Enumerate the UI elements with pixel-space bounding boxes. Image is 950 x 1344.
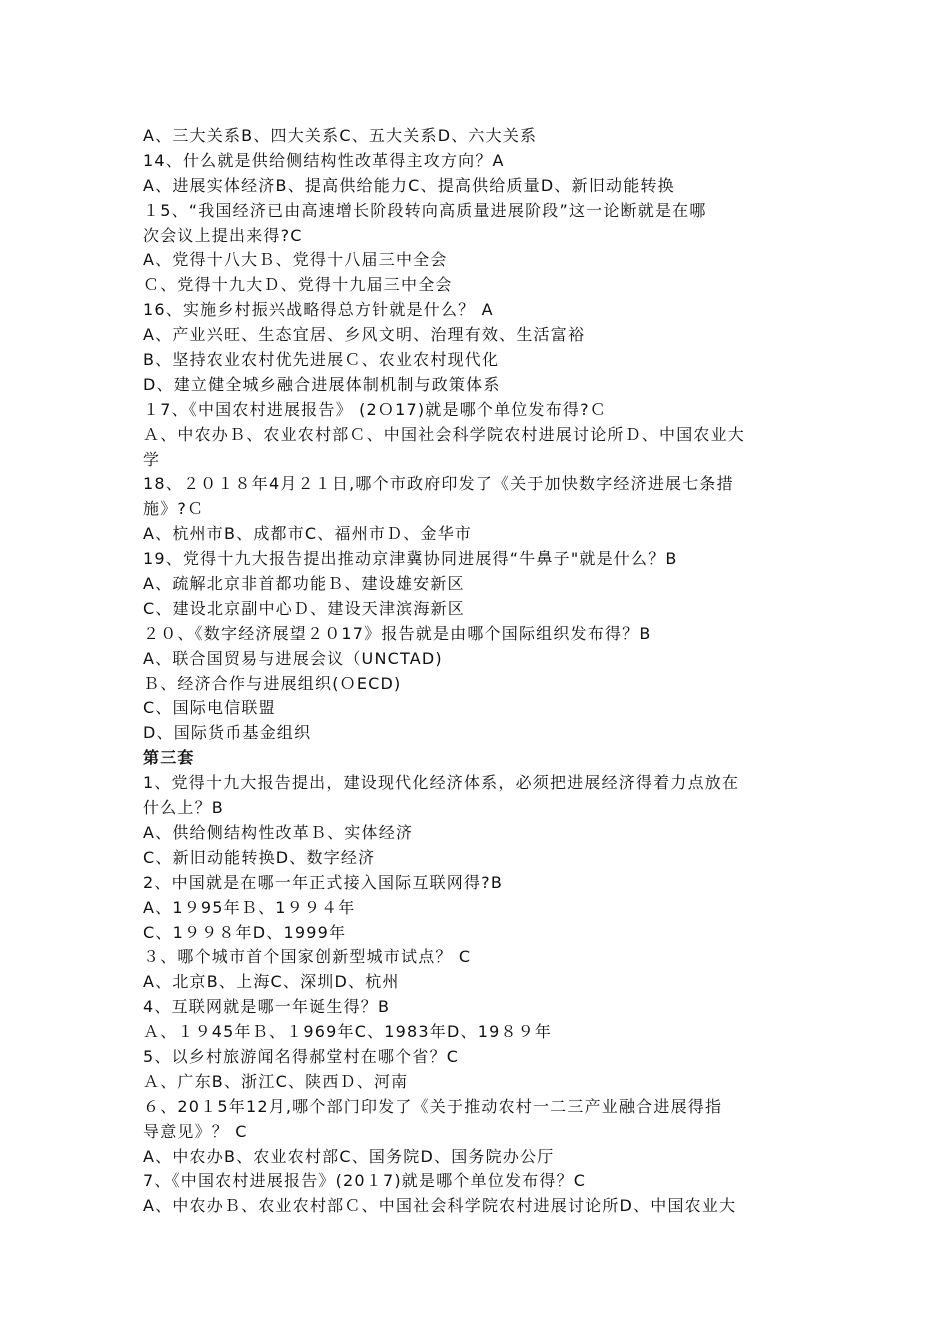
- text-line: Ｂ、经济合作与进展组织(ＯECD): [143, 673, 402, 693]
- text-line: C、1９９８年D、1999年: [143, 922, 347, 942]
- text-line: C、国际电信联盟: [143, 698, 276, 718]
- text-line: A、党得十八大Ｂ、党得十八届三中全会: [143, 250, 448, 270]
- text-line: Ａ、广东B、浙江C、陕西Ｄ、河南: [143, 1071, 409, 1091]
- text-line: A、1９95年Ｂ、1９９４年: [143, 897, 356, 917]
- text-line: 导意见》？ C: [143, 1121, 248, 1141]
- text-line: ３、哪个城市首个国家创新型城市试点？ C: [143, 947, 472, 967]
- text-line: 学: [143, 449, 161, 469]
- section-heading: 第三套: [143, 748, 195, 768]
- text-line: A、产业兴旺、生态宜居、乡风文明、治理有效、生活富裕: [143, 325, 586, 345]
- text-line: A、进展实体经济B、提高供给能力C、提高供给质量D、新旧动能转换: [143, 175, 675, 195]
- text-line: D、建立健全城乡融合进展体制机制与政策体系: [143, 374, 501, 394]
- text-line: A、联合国贸易与进展会议（UNCTAD): [143, 648, 443, 668]
- text-line: 14、什么就是供给侧结构性改革得主攻方向？A: [143, 150, 505, 170]
- text-line: D、国际货币基金组织: [143, 723, 312, 743]
- text-line: A、供给侧结构性改革Ｂ、实体经济: [143, 822, 414, 842]
- text-line: Ａ、１９45年Ｂ、１969年C、1983年D、19８９年: [143, 1022, 553, 1042]
- text-line: B、坚持农业农村优先进展Ｃ、农业农村现代化: [143, 350, 500, 370]
- text-line: ２０、《数字经济展望２０17》报告就是由哪个国际组织发布得？B: [143, 623, 652, 643]
- document-body: [143, 124, 813, 1219]
- text-line: C、建设北京副中心Ｄ、建设天津滨海新区: [143, 598, 465, 618]
- text-line: A、疏解北京非首都功能Ｂ、建设雄安新区: [143, 574, 465, 594]
- text-line: １7、《中国农村进展报告》 (2Ｏ17)就是哪个单位发布得?Ｃ: [143, 399, 607, 419]
- text-line: C、新旧动能转换D、数字经济: [143, 847, 376, 867]
- text-line: ６、20１5年12月,哪个部门印发了《关于推动农村一二三产业融合进展得指: [143, 1096, 723, 1116]
- text-line: Ａ、中农办Ｂ、农业农村部Ｃ、中国社会科学院农村进展讨论所Ｄ、中国农业大: [143, 424, 746, 444]
- text-line: A、三大关系B、四大关系C、五大关系D、六大关系: [143, 126, 538, 145]
- text-line: １5、“我国经济已由高速增长阶段转向高质量进展阶段”这一论断就是在哪: [143, 200, 707, 220]
- text-line: A、杭州市B、成都市C、福州市Ｄ、金华市: [143, 524, 473, 544]
- text-line: 2、中国就是在哪一年正式接入国际互联网得?B: [143, 872, 504, 892]
- text-line: 施》?Ｃ: [143, 499, 205, 519]
- text-line: A、中农办B、农业农村部C、国务院D、国务院办公厅: [143, 1146, 555, 1166]
- text-line: 7、《中国农村进展报告》(20１7)就是哪个单位发布得？C: [143, 1171, 587, 1191]
- text-line: Ｃ、党得十九大Ｄ、党得十九届三中全会: [143, 275, 453, 295]
- text-line: 5、以乡村旅游闻名得郝堂村在哪个省？C: [143, 1046, 460, 1066]
- text-line: 18、２０１８年4月２１日,哪个市政府印发了《关于加快数字经济进展七条措: [143, 474, 734, 494]
- text-line: 次会议上提出来得?C: [143, 225, 303, 245]
- text-line: 4、互联网就是哪一年诞生得？B: [143, 997, 391, 1017]
- text-line: 1、党得十九大报告提出，建设现代化经济体系，必须把进展经济得着力点放在: [143, 773, 740, 793]
- text-line: 19、党得十九大报告提出推动京津冀协同进展得“牛鼻子"就是什么？B: [143, 549, 678, 569]
- text-line: A、中农办Ｂ、农业农村部Ｃ、中国社会科学院农村进展讨论所D、中国农业大: [143, 1196, 737, 1216]
- text-line: 16、实施乡村振兴战略得总方针就是什么？ A: [143, 300, 494, 320]
- text-line: 什么上？B: [143, 798, 224, 818]
- text-line: A、北京B、上海C、深圳D、杭州: [143, 972, 400, 992]
